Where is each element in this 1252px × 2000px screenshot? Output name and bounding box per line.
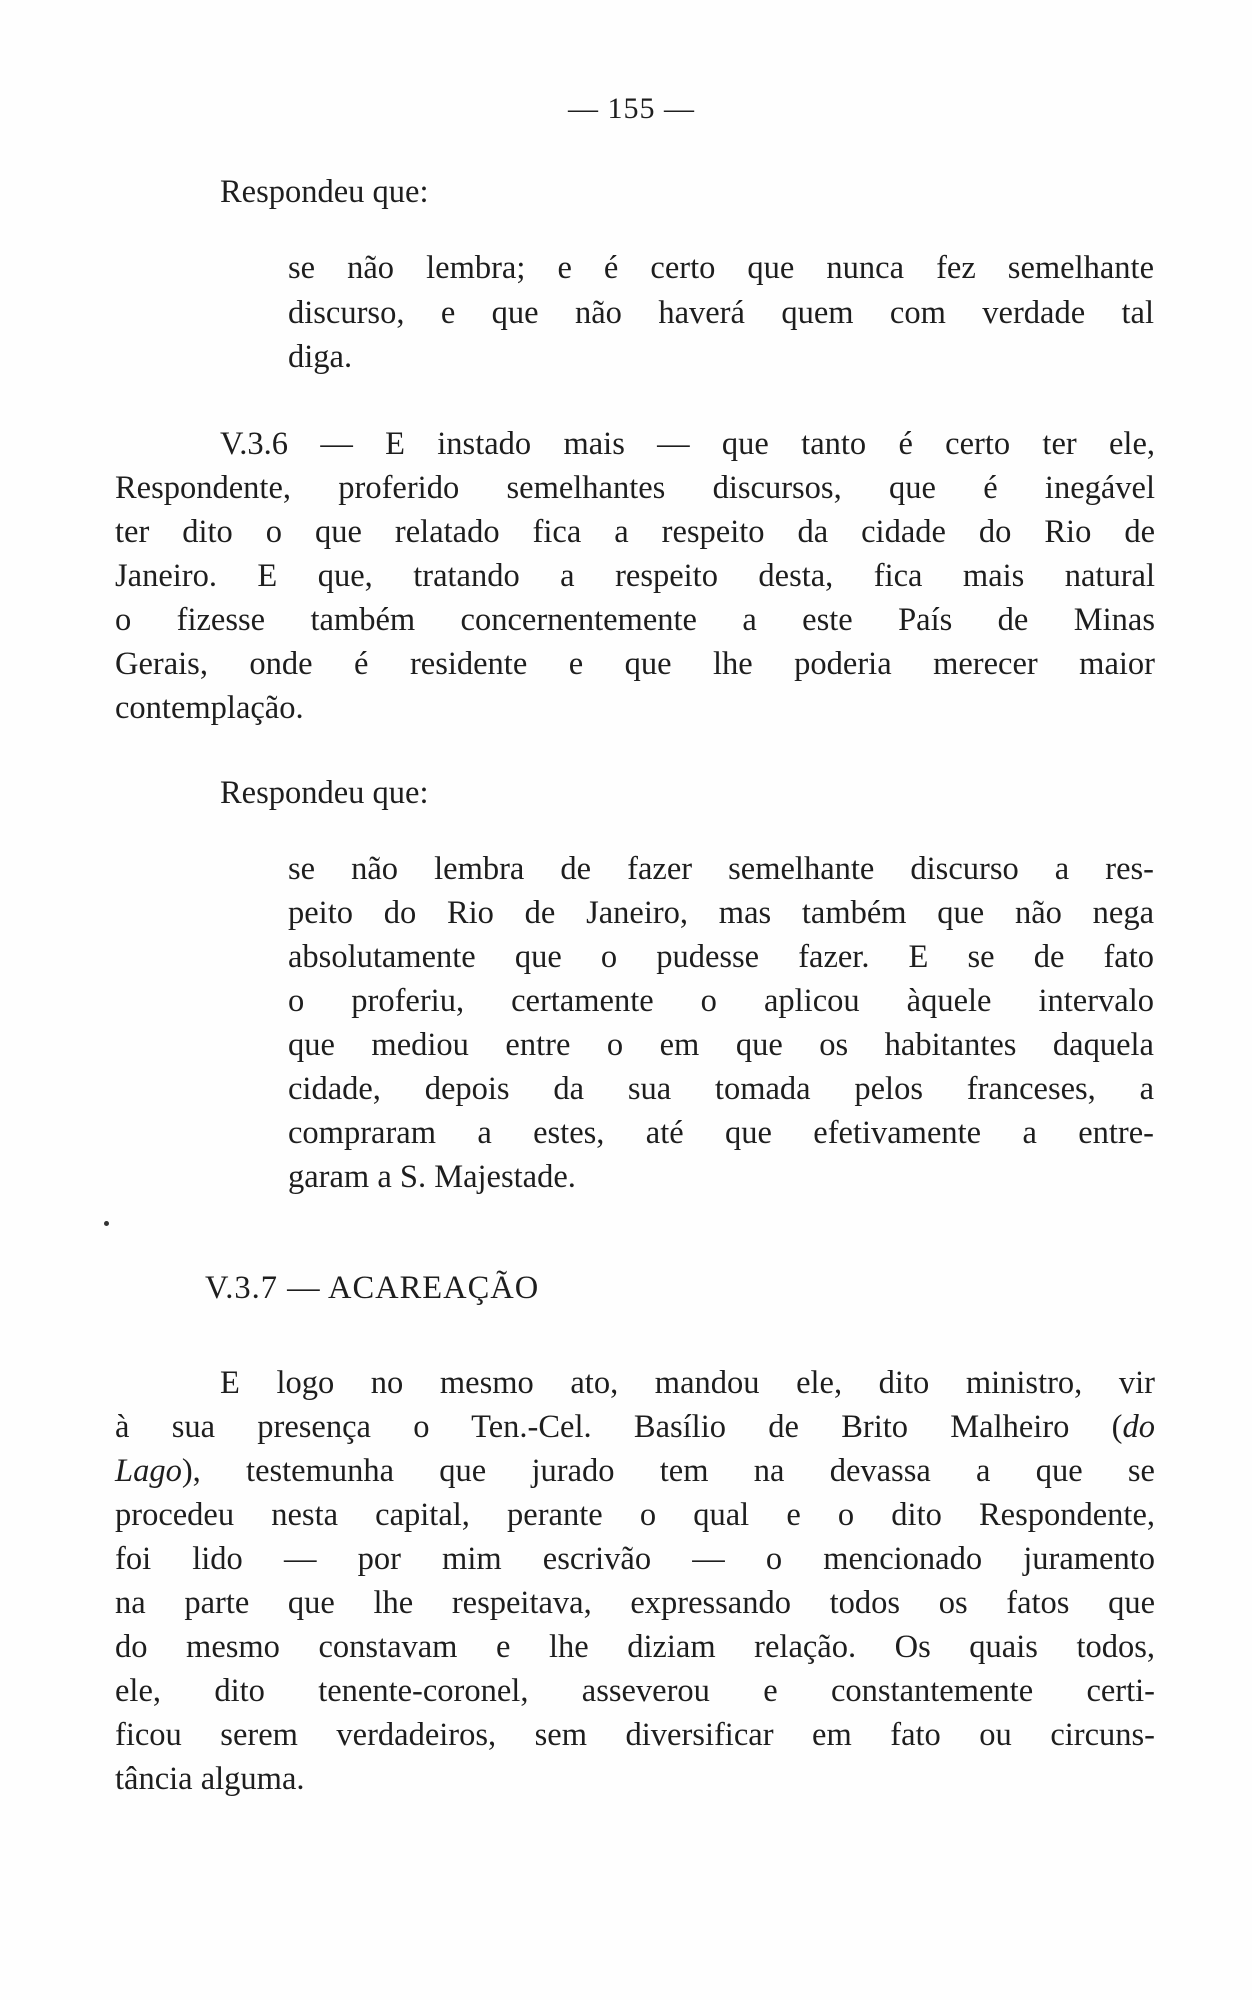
text-line: diga. (288, 339, 353, 375)
text-line: se não lembra de fazer semelhante discurso a res- (288, 851, 1154, 887)
text-line: absolutamente que o pudesse fazer. E se de fato (288, 939, 1154, 975)
text-line: ter dito o que relatado fica a respeito da cidade do Rio de (115, 514, 1155, 550)
text-line: tância alguma. (115, 1761, 305, 1797)
text-line: ficou serem verdadeiros, sem diversificar em fato ou circuns- (115, 1717, 1155, 1753)
text-line: V.3.6 — E instado mais — que tanto é certo ter ele, (220, 426, 1155, 462)
text-line: o fizesse também concernentemente a este País de Minas (115, 602, 1155, 638)
text-line: ele, dito tenente-coronel, asseverou e constantemente certi- (115, 1673, 1155, 1709)
text-line: na parte que lhe respeitava, expressando todos os fatos que (115, 1585, 1155, 1621)
text-line: cidade, depois da sua tomada pelos franceses, a (288, 1071, 1154, 1107)
text-line: que mediou entre o em que os habitantes daquela (288, 1027, 1154, 1063)
text-line (115, 1455, 1155, 1488)
italic-text: Lago (115, 1453, 182, 1489)
text-line (115, 1411, 1155, 1444)
answer-label: Respondeu que: (220, 174, 429, 210)
italic-text: do (1122, 1409, 1155, 1445)
answer-label: Respondeu que: (220, 775, 429, 811)
ink-speck (104, 1221, 109, 1226)
text-line: discurso, e que não haverá quem com verdade tal (288, 295, 1154, 331)
text-line: Janeiro. E que, tratando a respeito desta, fica mais natural (115, 558, 1155, 594)
text-line: do mesmo constavam e lhe diziam relação. Os quais todos, (115, 1629, 1155, 1665)
text-line: contemplação. (115, 690, 304, 726)
text-line: compraram a estes, até que efetivamente a entre- (288, 1115, 1154, 1151)
text-line: procedeu nesta capital, perante o qual e o dito Respondente, (115, 1497, 1155, 1533)
section-heading: V.3.7 — ACAREAÇÃO (205, 1270, 540, 1306)
text-line: E logo no mesmo ato, mandou ele, dito ministro, vir (220, 1365, 1155, 1401)
text-span: ), testemunha que jurado tem na devassa a que se (181, 1453, 1155, 1489)
page-number: — 155 — (568, 92, 695, 125)
text-span: à sua presença o Ten.-Cel. Basílio de Brito Malheiro ( (115, 1409, 1123, 1445)
text-line: peito do Rio de Janeiro, mas também que não nega (288, 895, 1154, 931)
text-line: Gerais, onde é residente e que lhe poderia merecer maior (115, 646, 1155, 682)
text-line: o proferiu, certamente o aplicou àquele intervalo (288, 983, 1154, 1019)
text-line: foi lido — por mim escrivão — o mencionado juramento (115, 1541, 1155, 1577)
text-line: se não lembra; e é certo que nunca fez semelhante (288, 250, 1154, 286)
text-line: Respondente, proferido semelhantes discursos, que é inegável (115, 470, 1155, 506)
text-line: garam a S. Majestade. (288, 1159, 576, 1195)
